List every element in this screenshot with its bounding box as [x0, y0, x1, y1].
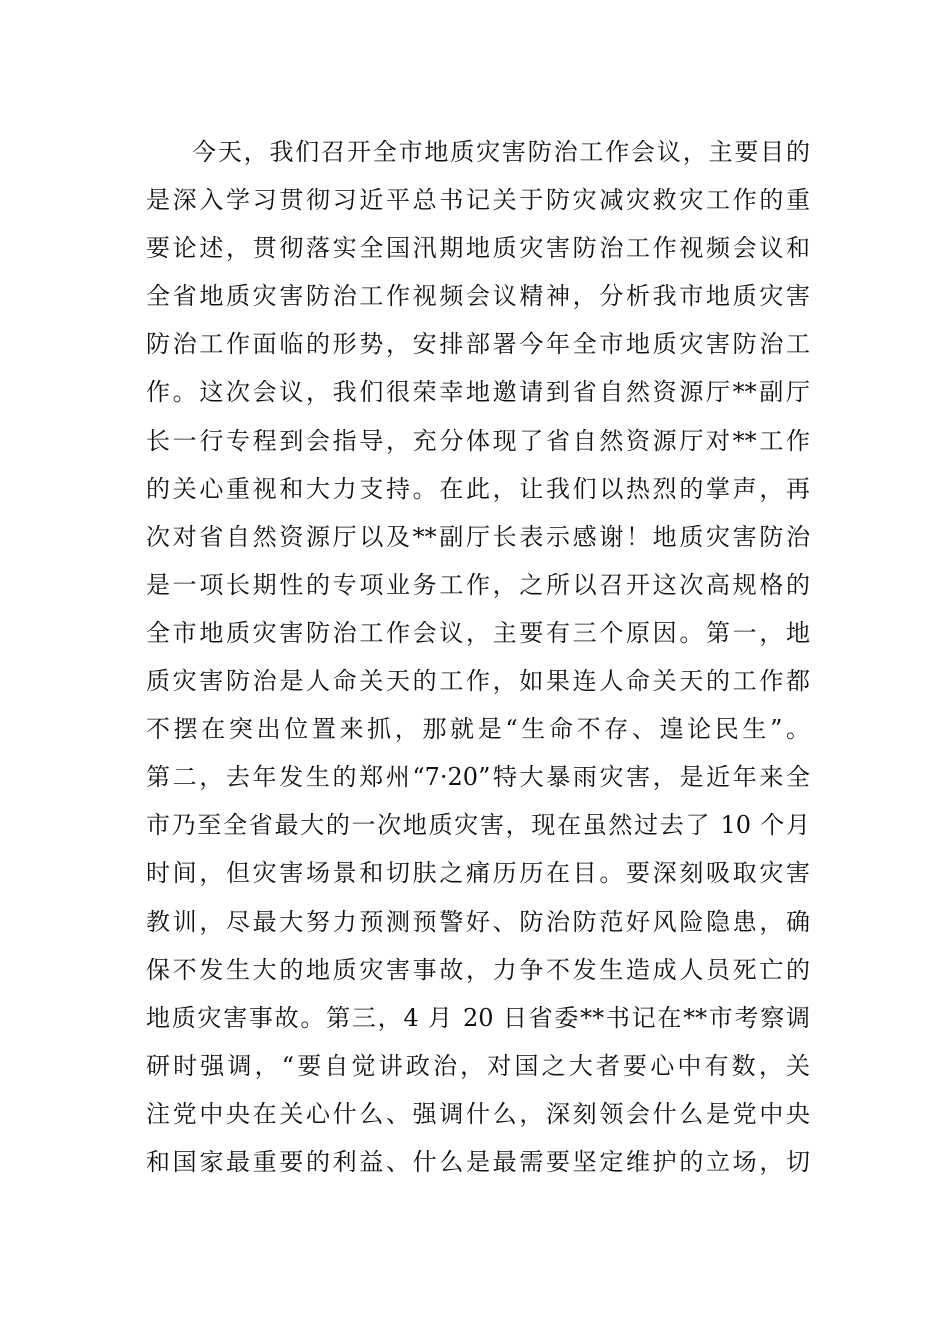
paragraph-line-5: 防治工作面临的形势，安排部署今年全市地质灾害防治工	[146, 330, 810, 359]
paragraph-line-22: 和国家最重要的利益、什么是最需要坚定维护的立场，切	[146, 1147, 810, 1176]
paragraph-line-16: 时间，但灾害场景和切肤之痛历历在目。要深刻吸取灾害	[146, 859, 810, 888]
paragraph-line-20: 研时强调，“要自觉讲政治，对国之大者要心中有数，关	[146, 1051, 810, 1080]
paragraph-line-21: 注党中央在关心什么、强调什么，深刻领会什么是党中央	[146, 1099, 810, 1128]
paragraph-line-6: 作。这次会议，我们很荣幸地邀请到省自然资源厅**副厅	[146, 378, 810, 407]
paragraph-line-9: 次对省自然资源厅以及**副厅长表示感谢！地质灾害防治	[146, 522, 810, 551]
paragraph-line-8: 的关心重视和大力支持。在此，让我们以热烈的掌声，再	[146, 474, 810, 503]
paragraph-line-13: 不摆在突出位置来抓，那就是“生命不存、遑论民生”。	[146, 715, 810, 744]
paragraph-line-4: 全省地质灾害防治工作视频会议精神，分析我市地质灾害	[146, 282, 810, 311]
paragraph-line-17: 教训，尽最大努力预测预警好、防治防范好风险隐患，确	[146, 907, 810, 936]
body-paragraph	[146, 128, 810, 1186]
paragraph-line-14: 第二，去年发生的郑州“7·20”特大暴雨灾害，是近年来全	[146, 763, 810, 792]
paragraph-line-11: 全市地质灾害防治工作会议，主要有三个原因。第一，地	[146, 618, 810, 647]
paragraph-line-7: 长一行专程到会指导，充分体现了省自然资源厅对**工作	[146, 426, 810, 455]
paragraph-line-19: 地质灾害事故。第三，4 月 20 日省委**书记在**市考察调	[146, 1003, 810, 1032]
paragraph-line-10: 是一项长期性的专项业务工作，之所以召开这次高规格的	[146, 570, 810, 599]
paragraph-line-1: 今天，我们召开全市地质灾害防治工作会议，主要目的	[192, 138, 810, 166]
paragraph-line-3: 要论述，贯彻落实全国汛期地质灾害防治工作视频会议和	[146, 234, 810, 263]
paragraph-line-2: 是深入学习贯彻习近平总书记关于防灾减灾救灾工作的重	[146, 186, 810, 215]
paragraph-line-18: 保不发生大的地质灾害事故，力争不发生造成人员死亡的	[146, 955, 810, 984]
paragraph-line-15: 市乃至全省最大的一次地质灾害，现在虽然过去了 10 个月	[146, 811, 810, 840]
paragraph-line-12: 质灾害防治是人命关天的工作，如果连人命关天的工作都	[146, 667, 810, 696]
